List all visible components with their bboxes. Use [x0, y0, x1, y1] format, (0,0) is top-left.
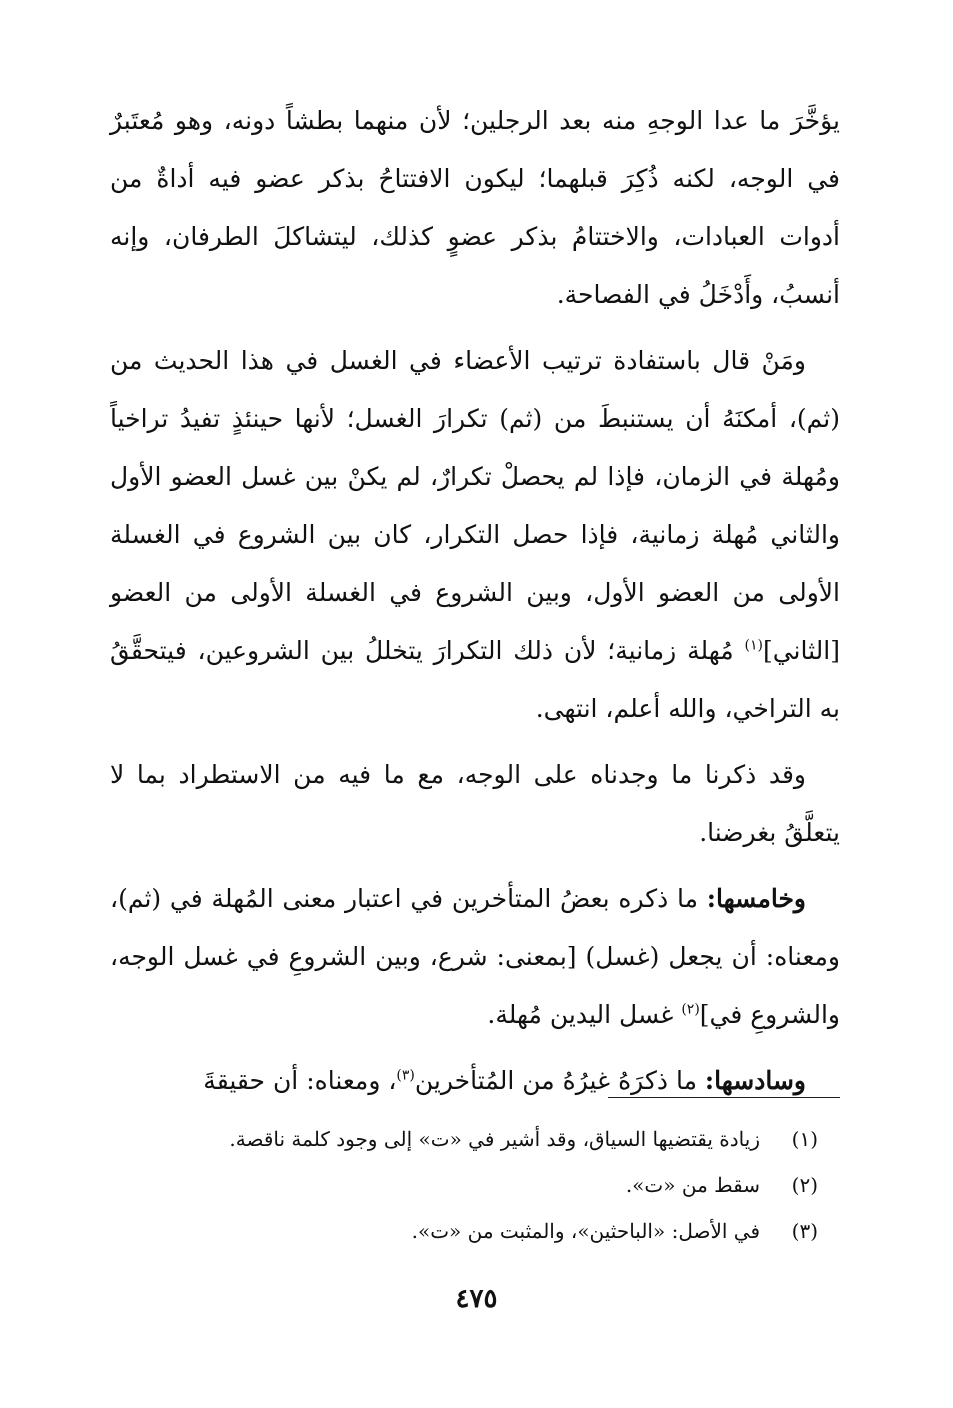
- paragraph-text: يؤخَّرَ ما عدا الوجهِ منه بعد الرجلين؛ لأن منهما بطشاً دونه، وهو مُعتَبرٌ في الوجه، لكنه ذُكِرَ قبلهما؛ ليكون الافتتاحُ بذكر عضو فيه أداةٌ من أدوات العبادات، والاختتامُ بذكر عضوٍ كذلك، ليتشاكلَ الطرفان، وإنه أنسبُ، وأَدْخَلُ في الفصاحة.: [110, 106, 840, 309]
- paragraph-1: [110, 92, 840, 324]
- footnote-number: (٢): [791, 1173, 818, 1197]
- paragraph-lead-word: وسادسها:: [704, 1066, 806, 1095]
- paragraph-text-continued: ، ومعناه: أن حقيقةَ: [203, 1066, 397, 1095]
- footnote-item: [110, 1118, 840, 1160]
- paragraph-lead-word: وخامسها:: [706, 884, 806, 913]
- paragraph-text: ومَنْ قال باستفادة ترتيب الأعضاء في الغسل في هذا الحديث من (ثم)، أمكنَهُ أن يستنبطَ من (ثم) تكرارَ الغسل؛ لأنها حينئذٍ تفيدُ تراخياً ومُهلة في الزمان، فإذا لم يحصلْ تكرارٌ، لم يكنْ بين غسل العضو الأول والثاني مُهلة زمانية، فإذا حصل التكرار، كان بين الشروع في الغسلة الأولى من العضو الأول، وبين الشروع في الغسلة الأولى من العضو [الثاني]: [110, 346, 840, 665]
- paragraph-text-continued: غسل اليدين مُهلة.: [487, 1000, 682, 1029]
- footnotes: [110, 1118, 840, 1256]
- paragraph-2: [110, 332, 840, 738]
- footnote-text: في الأصل: «الباحثين»، والمثبت من «ت».: [411, 1219, 760, 1243]
- paragraph-text-continued: مُهلة زمانية؛ لأن ذلك التكرارَ يتخللُ بين الشروعين، فيتحقَّقُ به التراخي، والله أعلم، انتهى.: [110, 636, 840, 723]
- paragraph-text: ما ذكرَهُ غيرُهُ من المُتأخرين: [414, 1066, 705, 1095]
- footnote-number: (١): [791, 1127, 818, 1151]
- paragraph-5: [110, 1052, 840, 1110]
- footnote-number: (٣): [791, 1219, 818, 1243]
- footnote-item: [110, 1164, 840, 1206]
- footnote-text: زيادة يقتضيها السياق، وقد أشير في «ت» إلى وجود كلمة ناقصة.: [229, 1127, 760, 1151]
- footnote-item: [110, 1210, 840, 1252]
- footnote-ref-3: (٣): [396, 1067, 415, 1084]
- paragraph-text: وقد ذكرنا ما وجدناه على الوجه، مع ما فيه من الاستطراد بما لا يتعلَّقُ بغرضنا.: [110, 760, 840, 847]
- footnote-text: سقط من «ت».: [625, 1173, 760, 1197]
- paragraph-4: [110, 870, 840, 1044]
- footnote-ref-2: (٢): [681, 1001, 700, 1018]
- paragraph-3: [110, 746, 840, 862]
- footnote-ref-1: (١): [744, 637, 763, 654]
- paragraph-text: ما ذكره بعضُ المتأخرين في اعتبار معنى المُهلة في (ثم)، ومعناه: أن يجعل (غسل) [بمعنى: شرع، وبين الشروعِ في غسل الوجه، والشروعِ في]: [110, 884, 840, 1029]
- main-text: [110, 92, 840, 1118]
- page-number: ٤٧٥: [455, 1284, 498, 1314]
- footnote-divider: [608, 1097, 840, 1098]
